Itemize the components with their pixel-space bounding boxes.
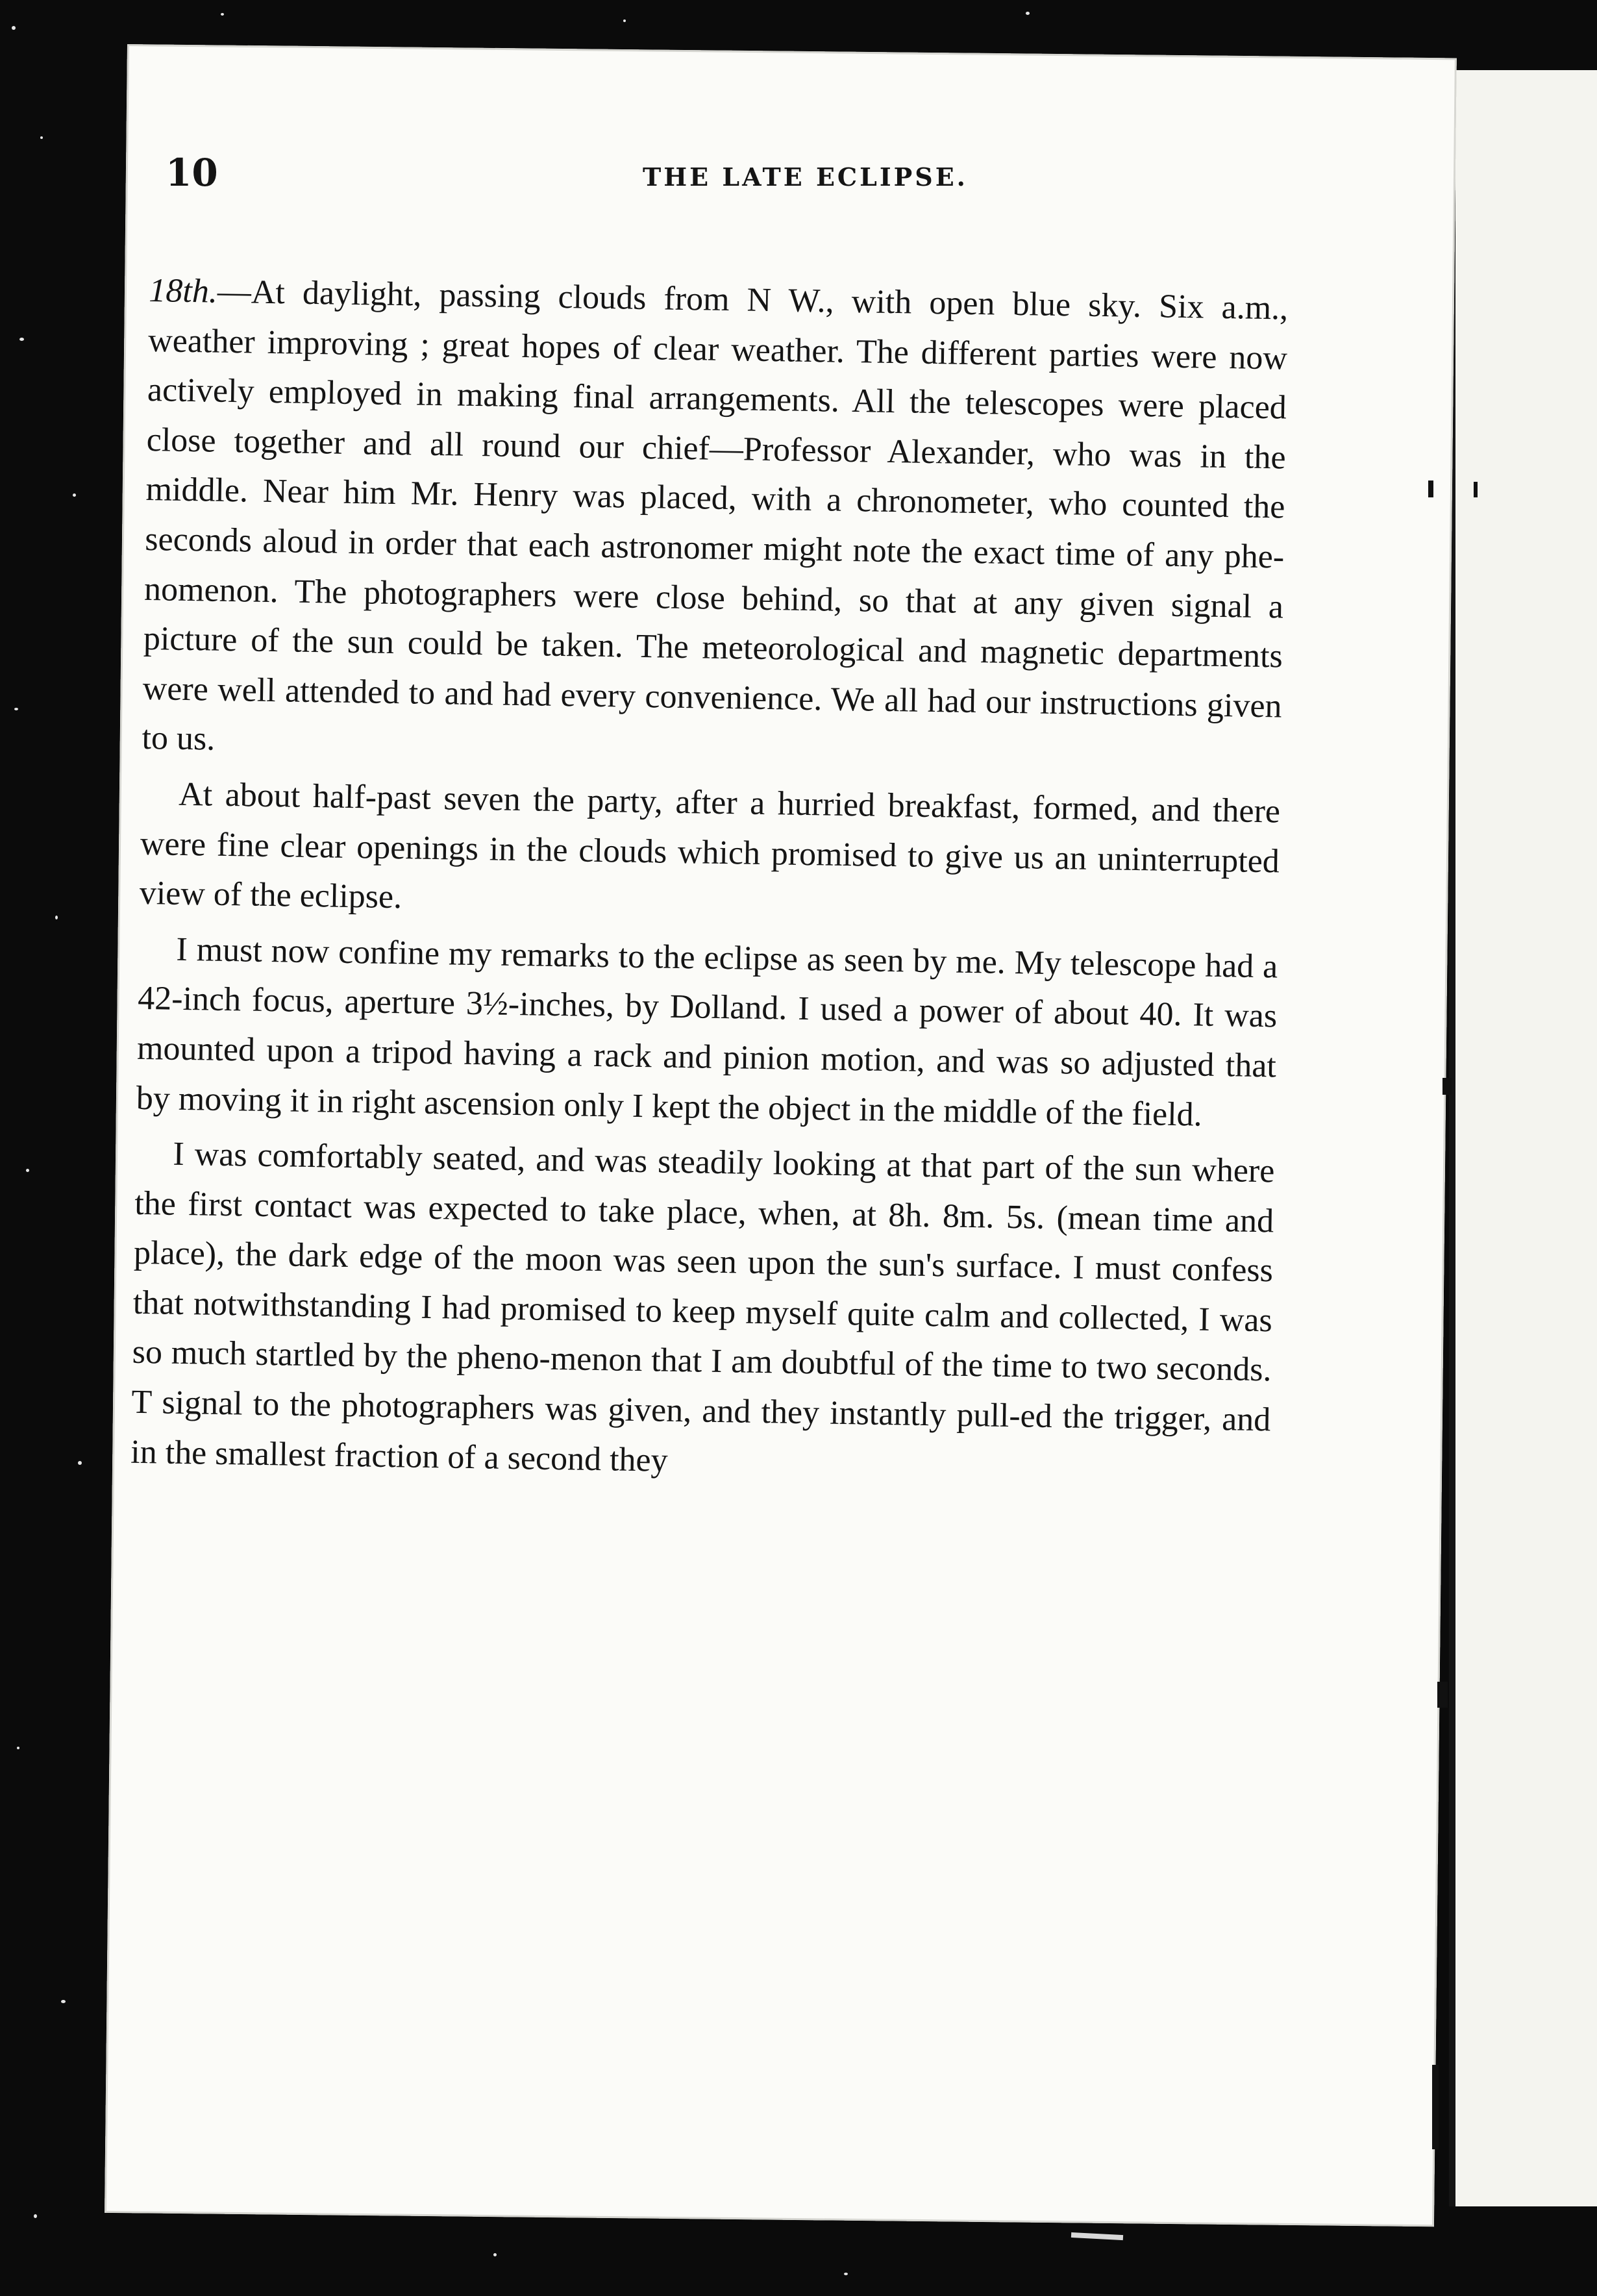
- scan-speck: [55, 916, 58, 919]
- page-header: [166, 151, 1315, 209]
- scan-speck: [623, 19, 626, 22]
- scan-speck: [14, 708, 18, 710]
- scan-speck: [73, 493, 76, 497]
- date-label: 18th.: [148, 271, 218, 310]
- page-number: 10: [166, 151, 218, 195]
- scan-speck: [61, 2000, 66, 2003]
- scan-speck: [844, 2273, 848, 2275]
- scan-speck: [17, 1747, 19, 1749]
- scan-speck: [40, 136, 43, 139]
- spine-mark: [1428, 480, 1433, 497]
- scan-speck: [19, 338, 24, 341]
- running-title: THE LATE ECLIPSE.: [643, 162, 968, 192]
- body-text: [130, 266, 1289, 1501]
- spine-mark: [1474, 482, 1478, 497]
- scan-speck: [34, 2214, 37, 2218]
- scan-speck: [78, 1461, 82, 1465]
- paragraph: I must now confine my remarks to the eclipse as seen by me. My telescope had a 42-inch focus, aperture 3½-inches, by Dolland. I used a power of about 40. It was mounted upon a tripod having a rack and pinion motion, and was so adjusted that by moving it in right ascension only I kept the object in the middle of the field.: [136, 930, 1278, 1134]
- scan-speck: [221, 13, 224, 16]
- scan-speck: [26, 1169, 29, 1172]
- scan-speck: [493, 2253, 497, 2256]
- scan-speck: [1026, 12, 1030, 15]
- paragraph-text: —At daylight, passing clouds from N W., with open blue sky. Six a.m., weather improving ; great hopes of clear weather. The different parties were now actively employed in making final arrangements. All the telescopes were placed close together and all round our chief—Professor Alexander, who was in the middle. Near him Mr. Henry was placed, with a chronometer, who counted the seconds aloud in order that each astronomer might note the exact time of any phe-nomenon. The photographers were close behind, so that at any given signal a picture of the sun could be taken. The meteorological and magnetic departments were well attended to and had every convenience. We all had our instructions given to us.: [142, 273, 1289, 758]
- paragraph: At about half-past seven the party, after a hurried breakfast, formed, and there were fine clear openings in the clouds which promised to give us an uninterrupted view of the eclipse.: [139, 775, 1281, 916]
- spine-mark: [1432, 2065, 1439, 2149]
- adjacent-page-edge: [1449, 70, 1597, 2206]
- spine-mark: [1437, 1682, 1448, 1708]
- paragraph: I was comfortably seated, and was steadily looking at that part of the sun where the first contact was expected to take place, when, at 8h. 8m. 5s. (mean time and place), the dark edge of the moon was seen upon the sun's surface. I must confess that notwithstanding I had promised to keep myself quite calm and collected, I was so much startled by the pheno-menon that I am doubtful of the time to two seconds. T signal to the photographers was given, and they instantly pull-ed the trigger, and in the smallest fraction of a second they: [130, 1135, 1275, 1479]
- paragraph: [142, 266, 1289, 781]
- scan-artifact: [1071, 2232, 1123, 2240]
- spine-mark: [1442, 1078, 1452, 1095]
- scan-speck: [12, 26, 16, 30]
